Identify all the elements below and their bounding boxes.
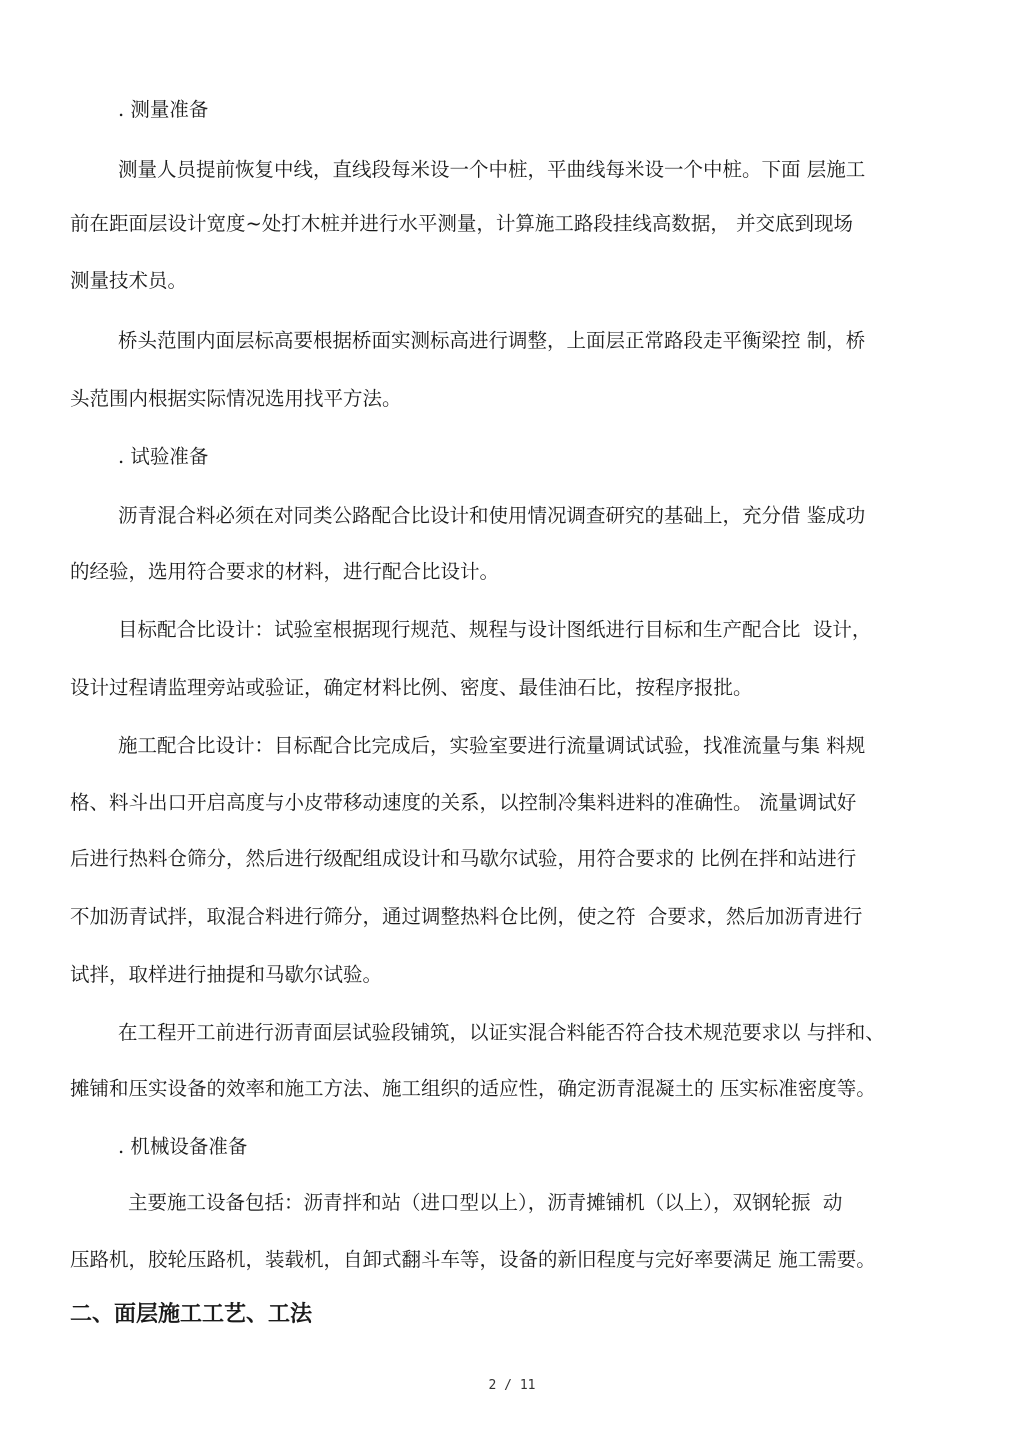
heading-equipment-prep: . 机械设备准备 — [118, 1135, 248, 1158]
paragraph-line: 测量人员提前恢复中线，直线段每米设一个中桩，平曲线每米设一个中桩。下面 层施工 — [118, 158, 866, 181]
paragraph-line: 主要施工设备包括：沥青拌和站（进口型以上），沥青摊铺机（以上），双钢轮振 动 — [128, 1191, 843, 1214]
paragraph-line: 前在距面层设计宽度~处打木桩并进行水平测量，计算施工路段挂线高数据， 并交底到现场 — [70, 212, 854, 235]
paragraph-line: 不加沥青试拌，取混合料进行筛分，通过调整热料仓比例，使之符 合要求，然后加沥青进行 — [70, 905, 863, 928]
heading-test-prep: . 试验准备 — [118, 445, 209, 468]
paragraph-line: 摊铺和压实设备的效率和施工方法、施工组织的适应性，确定沥青混凝土的 压实标准密度等。 — [70, 1077, 876, 1100]
paragraph-line: 施工配合比设计：目标配合比完成后，实验室要进行流量调试试验，找准流量与集 料规 — [118, 734, 866, 757]
page-number: 2 / 11 — [488, 1378, 536, 1393]
heading-survey-prep: . 测量准备 — [118, 98, 209, 121]
paragraph-line: 压路机，胶轮压路机，装载机，自卸式翻斗车等，设备的新旧程度与完好率要满足 施工需要。 — [70, 1248, 876, 1271]
paragraph-line: 试拌，取样进行抽提和马歇尔试验。 — [70, 963, 383, 986]
paragraph-line: 桥头范围内面层标高要根据桥面实测标高进行调整，上面层正常路段走平衡梁控 制，桥 — [118, 329, 866, 352]
paragraph-line: 在工程开工前进行沥青面层试验段铺筑，以证实混合料能否符合技术规范要求以 与拌和、 — [118, 1021, 885, 1044]
paragraph-line: 沥青混合料必须在对同类公路配合比设计和使用情况调查研究的基础上，充分借 鉴成功 — [118, 504, 866, 527]
paragraph-line: 头范围内根据实际情况选用找平方法。 — [70, 387, 402, 410]
paragraph-line: 的经验，选用符合要求的材料，进行配合比设计。 — [70, 560, 500, 583]
section-heading: 二、面层施工工艺、工法 — [70, 1302, 313, 1327]
paragraph-line: 目标配合比设计：试验室根据现行规范、规程与设计图纸进行目标和生产配合比 设计， — [118, 618, 872, 641]
paragraph-line: 后进行热料仓筛分，然后进行级配组成设计和马歇尔试验，用符合要求的 比例在拌和站进行 — [70, 847, 857, 870]
paragraph-line: 格、料斗出口开启高度与小皮带移动速度的关系，以控制冷集料进料的准确性。 流量调试好 — [70, 791, 857, 814]
paragraph-line: 设计过程请监理旁站或验证，确定材料比例、密度、最佳油石比，按程序报批。 — [70, 676, 753, 699]
paragraph-line: 测量技术员。 — [70, 269, 188, 292]
